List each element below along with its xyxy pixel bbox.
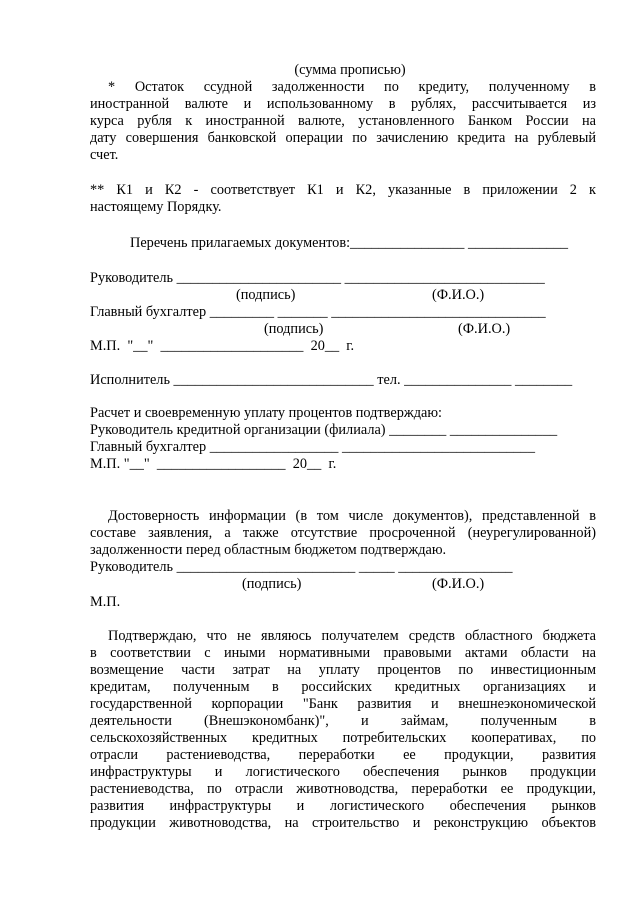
confirmation-line: растениеводства, по отрасли животноводства, переработки ее продукции, — [90, 781, 596, 797]
footnote-2-line: ** К1 и К2 - соответствует К1 и К2, указанные в приложении 2 к — [90, 182, 596, 198]
signature-caption: (подпись) — [264, 321, 324, 337]
name-caption: (Ф.И.О.) — [432, 287, 485, 303]
reliability-line: составе заявления, а также отсутствие просроченной (неурегулированной) — [90, 525, 596, 541]
confirmation-line: развития инфраструктуры и логистического обеспечения рынков — [90, 798, 596, 814]
footnote-1-line: иностранной валюте и использованному в рублях, рассчитывается из — [90, 96, 596, 112]
footnote-1-line: * Остаток ссудной задолженности по кредиту, полученному в — [108, 79, 596, 95]
confirmation-line: сельскохозяйственных кредитных потребительских кооперативах, по — [90, 730, 596, 746]
stamp-label: М.П. — [90, 594, 121, 610]
signature-caption: (подпись) — [242, 576, 302, 592]
reliability-line: задолженности перед областным бюджетом подтверждаю. — [90, 542, 447, 558]
name-caption: (Ф.И.О.) — [458, 321, 511, 337]
stamp-date-line: М.П. "__" ____________________ 20__ г. — [90, 338, 355, 354]
confirmation-line: отрасли растениеводства, переработки ее продукции, развития — [90, 747, 596, 763]
executor-line: Исполнитель ____________________________ тел. _______________ ________ — [90, 372, 573, 388]
confirmation-line: возмещение части затрат на уплату процентов по инвестиционным — [90, 662, 596, 678]
head-signature-line-3: Руководитель _________________________ _____ ________________ — [90, 559, 513, 575]
chief-accountant-line-2: Главный бухгалтер __________________ ___________________________ — [90, 439, 535, 455]
footnote-1-line: счет. — [90, 147, 119, 163]
footnote-1-line: дату совершения банковской операции по зачислению кредита на рублевый — [90, 130, 596, 146]
chief-accountant-line: Главный бухгалтер _________ _______ ______________________________ — [90, 304, 546, 320]
reliability-line: Достоверность информации (в том числе документов), представленной в — [108, 508, 596, 524]
confirmation-line: Подтверждаю, что не являюсь получателем средств областного бюджета — [108, 628, 596, 644]
stamp-date-line-2: М.П. "__" __________________ 20__ г. — [90, 456, 337, 472]
name-caption: (Ф.И.О.) — [432, 576, 485, 592]
confirmation-line: деятельности (Внешэкономбанк)", и займам, полученным в — [90, 713, 596, 729]
signature-caption: (подпись) — [236, 287, 296, 303]
confirmation-line: в соответствии с иными нормативными правовыми актами области на — [90, 645, 596, 661]
confirmation-line: продукции животноводства, на строительство и реконструкцию объектов — [90, 815, 596, 831]
attached-documents-line: Перечень прилагаемых документов:________________ ______________ — [130, 235, 569, 251]
confirmation-line: кредитам, полученным в российских кредитных организациях и — [90, 679, 596, 695]
confirmation-line: инфраструктуры и логистического обеспечения рынков продукции — [90, 764, 596, 780]
credit-org-head-line: Руководитель кредитной организации (филиала) ________ _______________ — [90, 422, 558, 438]
footnote-1-line: курса рубля к иностранной валюте, установленного Банком России на — [90, 113, 596, 129]
footnote-2-line: настоящему Порядку. — [90, 199, 222, 215]
interest-confirmation: Расчет и своевременную уплату процентов подтверждаю: — [90, 405, 442, 421]
confirmation-line: государственной корпорации "Банк развития и внешнеэкономической — [90, 696, 596, 712]
top-caption: (сумма прописью) — [294, 62, 406, 78]
head-signature-line: Руководитель _______________________ ____________________________ — [90, 270, 545, 286]
